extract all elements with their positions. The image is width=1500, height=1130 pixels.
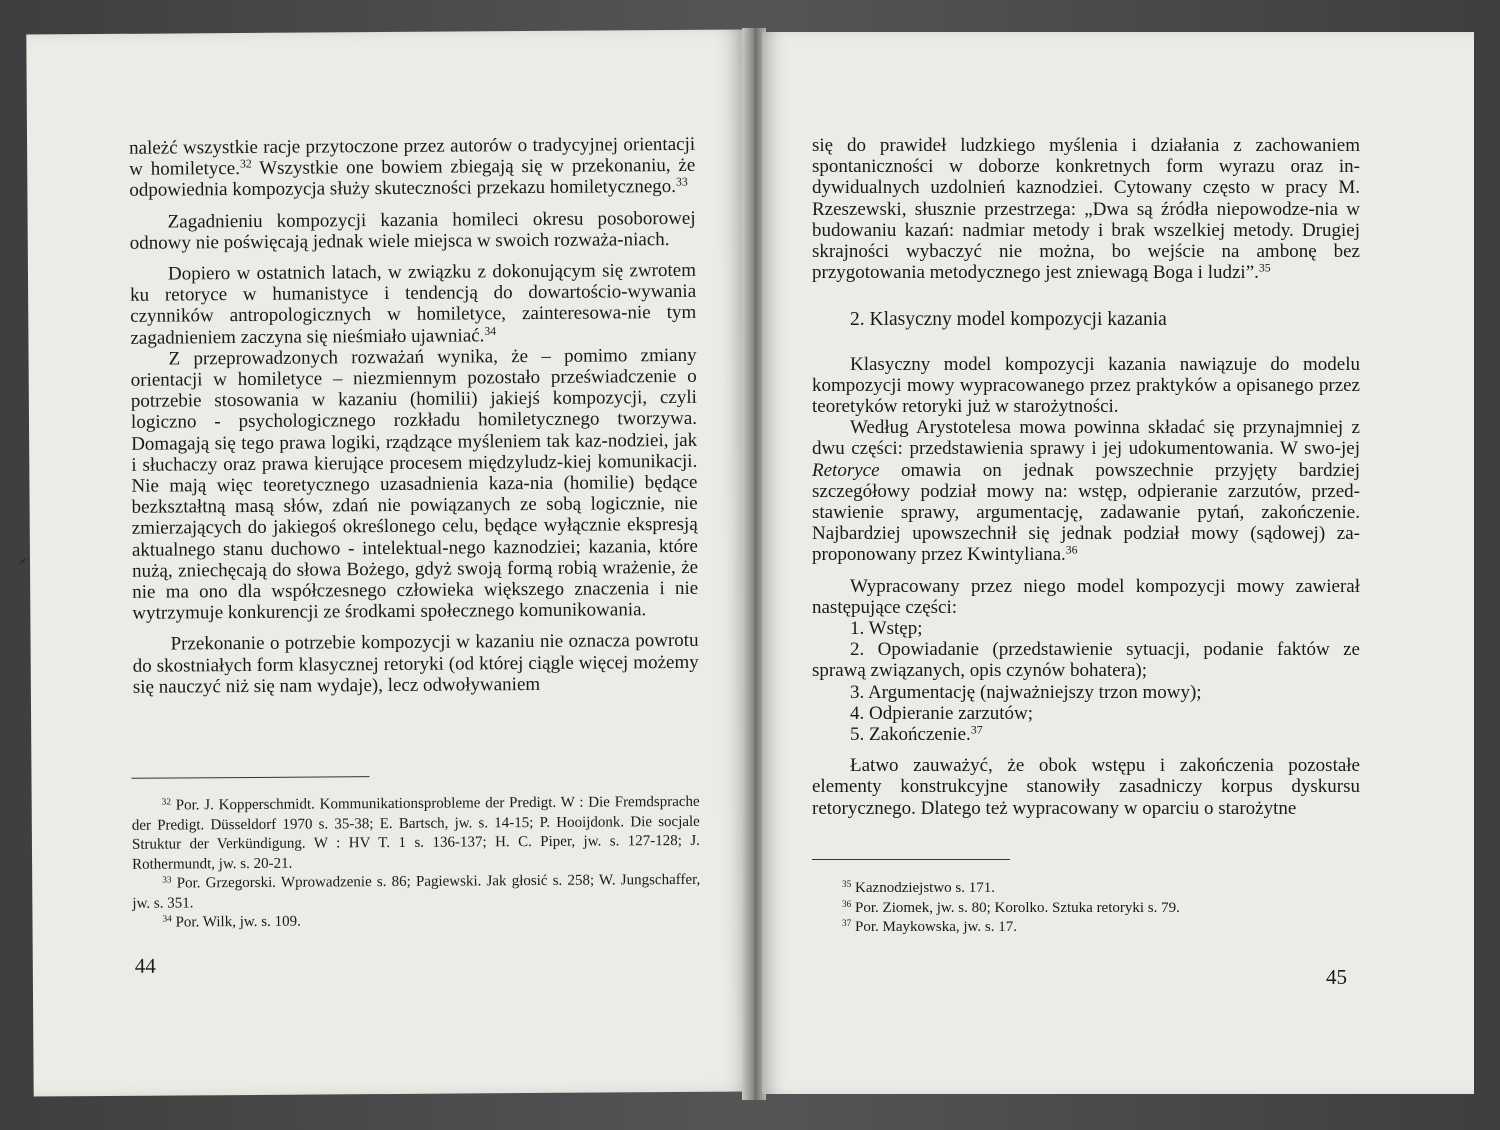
footnote-separator [131,776,369,779]
page-number-left: 44 [134,953,156,978]
footnote-ref-34: 34 [484,324,497,338]
footnote-ref-37: 37 [970,723,983,737]
left-paragraph-4: Z przeprowadzonych rozważań wynika, że – pomimo zmiany orientacji w homiletyce – niezmiennym pozostało przeświadczenie o potrzebie stosowania w kazaniu (homilii) jakiejś kompozycji, czyli logiczno - psychologicznego rozkładu homiletycznego tworzywa. Domagają się tego prawa logiki, rządzące myśleniem tak kaz-nodziei, jak i słuchaczy oraz prawa kierujące procesem międzyludz-kiej komunikacji. Nie mają więc teoretycznego uzasadnienia kaza-nia (homilie) będące bezkształtną masą słów, zdań nie powiązanych ze sobą logicznie, nie zmierzających do jakiegoś określonego celu, będące wyłącznie ekspresją aktualnego stanu duchowo - intelektual-nego kaznodziei; kazania, które nużą, zniechęcają do słowa Bożego, gdyż swoją formą robią wrażenie, że nie ma ono dla współczesnego człowieka większego znaczenia i nie wytrzymuje konkurencji ze środkami społecznego komunikowania. [130,344,699,625]
footnote-separator [812,859,1010,860]
left-footnotes [132,793,701,933]
composition-parts-list [812,618,1360,745]
footnote-ref-32: 32 [239,157,252,171]
footnote-ref-36: 36 [1065,543,1078,557]
right-page-body [812,135,1360,819]
right-paragraph-2: Według Arystotelesa mowa powinna składać się przynajmniej z dwu części: przedstawienia sprawy i jej udokumentowania. W swo-jej Retoryce omawia on jednak powszechnie przyjęty bardziej szczegółowy podział mowy na: wstęp, odpieranie zarzutów, przed-stawienie sprawy, argumentację, zadawanie pytań, zakończenie. Najbardziej upowszechnił się jednak podział mowy (sądowej) za-proponowany przez Kwintyliana.$^{36}$ [812,417,1360,566]
footnote-ref-33: 33 [675,175,688,189]
right-page [762,32,1474,1094]
footnote-35: $^{35}$ Kaznodziejstwo s. 171. [842,879,996,896]
footnote-36: $^{36}$ Por. Ziomek, jw. s. 80; Korolko. Sztuka retoryki s. 79. [842,899,1180,916]
list-item: 4. Odpieranie zarzutów; [850,702,1034,724]
list-item: 5. Zakończenie.$^{37}$ [850,723,983,746]
left-page [26,30,751,1097]
right-paragraph-4: Łatwo zauważyć, że obok wstępu i zakończenia pozostałe elementy konstrukcyjne stanowiły zasadniczy korpus dyskursu retorycznego. Dlatego też wypracowany w oparciu o starożytne [812,755,1360,819]
left-paragraph-5: Przekonanie o potrzebie kompozycji w kazaniu nie oznacza powrotu do skostniałych form klasycznej retoryki (od której ciągle więcej możemy się nauczyć niż się nam wydaje), lecz odwoływaniem [132,630,699,698]
left-paragraph-3: Dopiero w ostatnich latach, w związku z dokonującym się zwrotem ku retoryce w humanistyce i tendencją do dowartościo-wywania czynników antropologicznych w homiletyce, zainteresowa-nie tym zagadnieniem zaczyna się nieśmiało ujawniać.$^{34}$ [130,259,697,349]
list-item: 2. Opowiadanie (przedstawienie sytuacji, podanie faktów ze sprawą związanych, opis czynów bohatera); [812,639,1360,682]
left-paragraph-1: należć wszystkie racje przytoczone przez autorów o tradycyjnej orientacji w homiletyce.$^{32}$ Wszystkie one bowiem zbiegają się w przekonaniu, że odpowiednia kompozycja służy skuteczności przekazu homiletycznego.$^{33}$ [129,133,696,202]
right-paragraph-1: Klasyczny model kompozycji kazania nawiązuje do modelu kompozycji mowy wypracowanego przez praktyków a opisanego przez teoretyków retoryki już w starożytności. [812,353,1360,418]
footnote-33: $^{33}$ Por. Grzegorski. Wprowadzenie s. 86; Pagiewski. Jak głosić s. 258; W. Jungschaffer, jw. s. 351. [132,871,701,912]
right-footnotes [812,879,1360,938]
left-page-body [129,134,699,698]
section-heading: 2. Klasyczny model kompozycji kazania [850,309,1167,331]
footnote-34: $^{34}$ Por. Wilk, jw. s. 109. [162,913,301,931]
page-number-right: 45 [1326,965,1347,989]
right-intro-paragraph: się do prawideł ludzkiego myślenia i działania z zachowaniem spontaniczności w doborze konkretnych form wyrazu oraz in-dywidualnych uzdolnień kaznodziei. Cytowany często w pracy M. Rzeszewski, słusznie przestrzega: „Dwa są źródła niepowodze-nia w budowaniu kazań: nadmiar metody i brak wszelkiej metody. Drugiej skrajności wybaczyć nie można, bo wejście na ambonę bez przygotowania metodycznego jest zniewagą Boga i ludzi”.$^{35}$ [812,135,1360,284]
footnote-32: $^{32}$ Por. J. Kopperschmidt. Kommunikationsprobleme der Predigt. W : Die Fremdsprache der Predigt. Düsseldorf 1970 s. 35-38; E. Bartsch, jw. s. 14-15; P. Hooijdonk. Die socjale Struktur der Verkündigung. W : HV T. 1 s. 136-137; H. C. Piper, jw. s. 127-128; J. Rothermundt, jw. s. 20-21. [131,793,701,873]
list-item: 1. Wstęp; [850,618,923,640]
footnote-37: $^{37}$ Por. Maykowska, jw. s. 17. [842,918,1017,935]
retoryka-title: Retoryce [812,459,880,481]
footnote-ref-35: 35 [1258,261,1271,275]
right-paragraph-3: Wypracowany przez niego model kompozycji mowy zawierał następujące części: [812,575,1360,618]
left-paragraph-2: Zagadnieniu kompozycji kazania homileci okresu posoborowej odnowy nie poświęcają jednak wiele miejsca w swoich rozważa-niach. [129,207,696,254]
list-item: 3. Argumentację (najważniejszy trzon mowy); [850,681,1202,703]
